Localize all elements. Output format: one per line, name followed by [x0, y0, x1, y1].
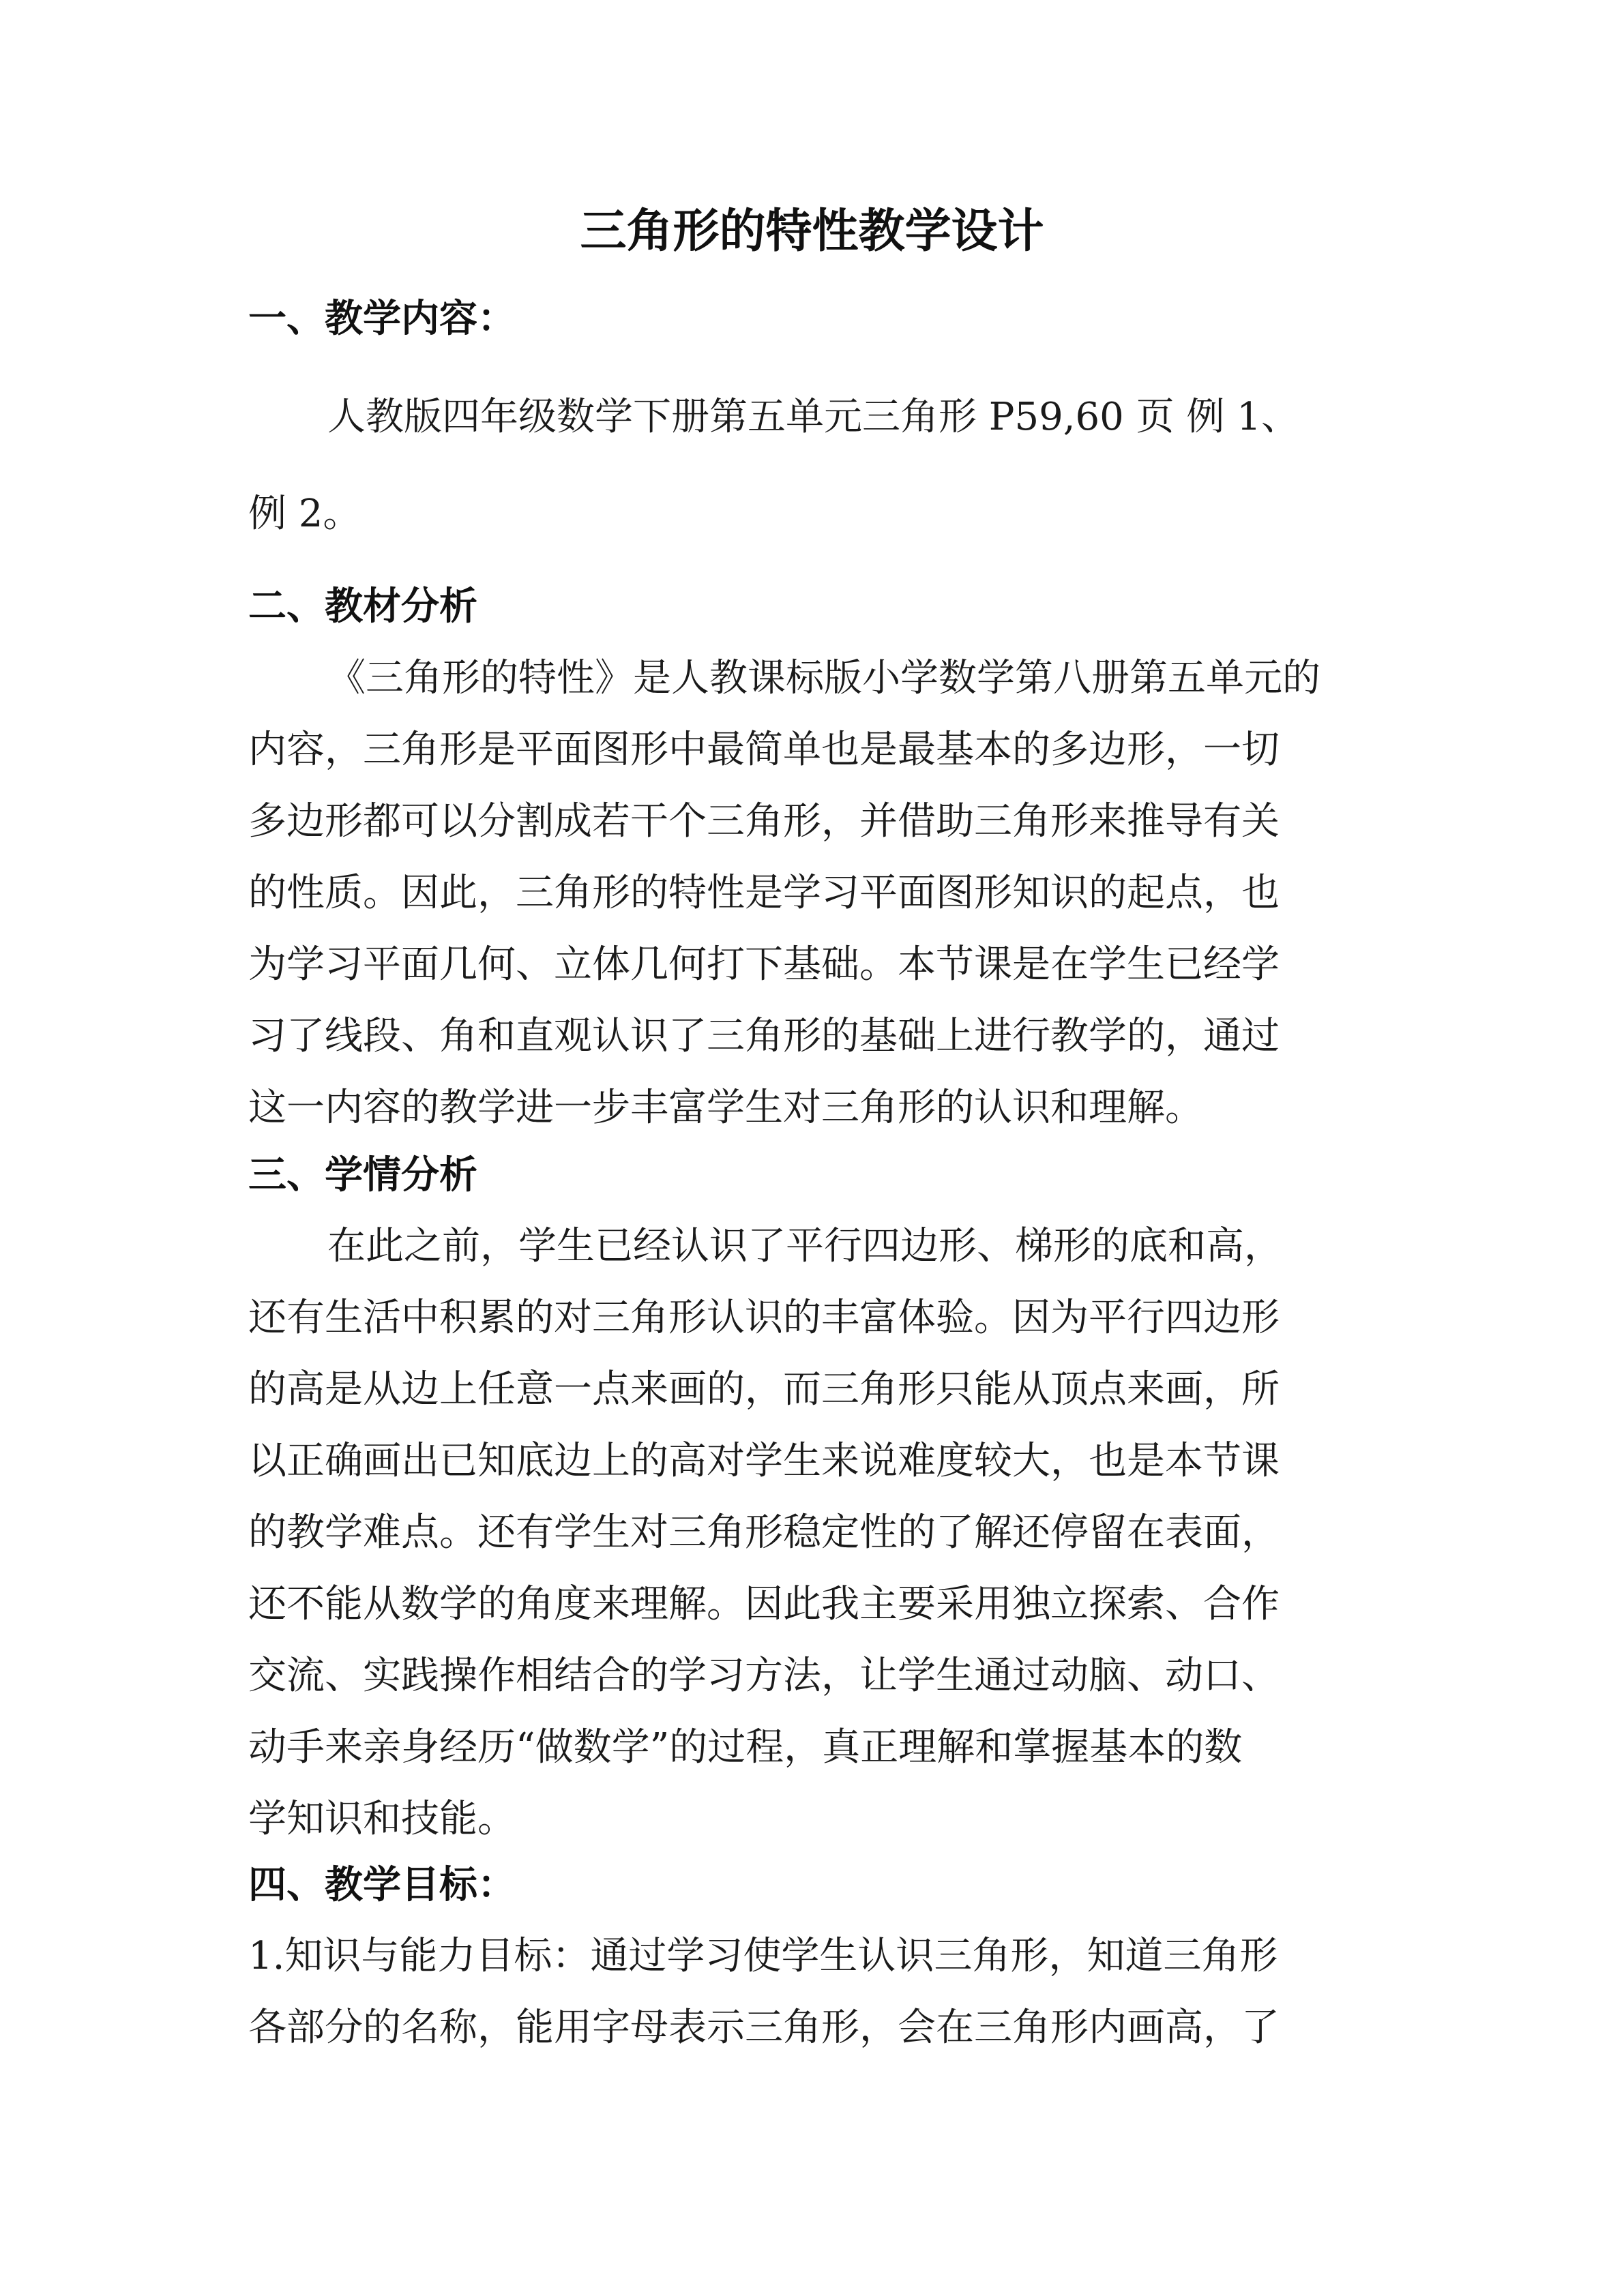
paragraph-line: 例 2。 [248, 492, 361, 536]
paragraph-line: 还有生活中积累的对三角形认识的丰富体验。因为平行四边形 [248, 1296, 1280, 1340]
paragraph-line: 为学习平面几何、立体几何打下基础。本节课是在学生已经学 [248, 942, 1280, 987]
paragraph-line: 人教版四年级数学下册第五单元三角形 P59,60 页 例 1、 [327, 395, 1299, 439]
paragraph-line: 的教学难点。还有学生对三角形稳定性的了解还停留在表面， [248, 1510, 1280, 1555]
paragraph-line: 多边形都可以分割成若干个三角形，并借助三角形来推导有关 [248, 799, 1280, 844]
section-heading-teaching-content: 一、教学内容： [248, 297, 516, 341]
paragraph-line: 1.知识与能力目标：通过学习使学生认识三角形，知道三角形 [248, 1934, 1278, 1978]
paragraph-line: 各部分的名称，能用字母表示三角形，会在三角形内画高，了 [248, 2006, 1280, 2050]
paragraph-line: 在此之前，学生已经认识了平行四边形、梯形的底和高， [327, 1224, 1282, 1268]
section-heading-student-analysis: 三、学情分析 [248, 1153, 477, 1197]
paragraph-line: 学知识和技能。 [248, 1797, 516, 1841]
paragraph-line: 习了线段、角和直观认识了三角形的基础上进行教学的，通过 [248, 1014, 1280, 1058]
paragraph-line: 以正确画出已知底边上的高对学生来说难度较大，也是本节课 [248, 1439, 1280, 1483]
section-heading-material-analysis: 二、教材分析 [248, 584, 477, 629]
paragraph-line: 《三角形的特性》是人教课标版小学数学第八册第五单元的 [327, 656, 1320, 700]
paragraph-line: 这一内容的教学进一步丰富学生对三角形的认识和理解。 [248, 1086, 1203, 1130]
paragraph-line: 交流、实践操作相结合的学习方法，让学生通过动脑、动口、 [248, 1654, 1280, 1698]
paragraph-line: 动手来亲身经历“做数学”的过程，真正理解和掌握基本的数 [248, 1725, 1243, 1770]
document-title: 三角形的特性教学设计 [580, 205, 1044, 258]
paragraph-line: 内容，三角形是平面图形中最简单也是最基本的多边形，一切 [248, 728, 1280, 772]
paragraph-line: 还不能从数学的角度来理解。因此我主要采用独立探索、合作 [248, 1582, 1280, 1626]
paragraph-line: 的高是从边上任意一点来画的，而三角形只能从顶点来画，所 [248, 1367, 1280, 1412]
paragraph-line: 的性质。因此，三角形的特性是学习平面图形知识的起点，也 [248, 871, 1280, 915]
section-heading-teaching-objectives: 四、教学目标： [248, 1863, 516, 1907]
